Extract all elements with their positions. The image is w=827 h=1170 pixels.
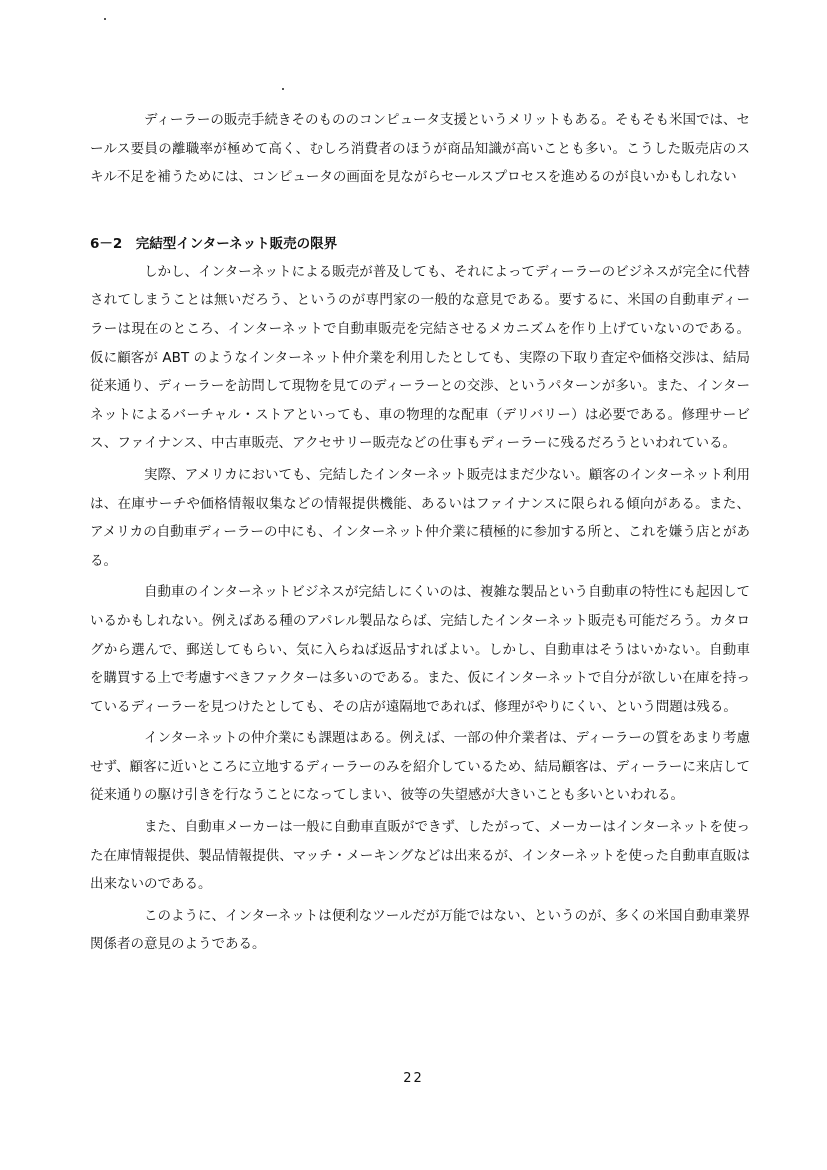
scan-speck — [104, 18, 106, 20]
body-paragraph-3: 自動車のインターネットビジネスが完結しにくいのは、複雑な製品という自動車の特性にも起因しているかもしれない。例えばある種のアパレル製品ならば、完結したインターネット販売も可能だろう。カタログから選んで、郵送してもらい、気に入らねば返品すればよい。しかし、自動車はそうはいかない。自動車を購買する上で考慮すべきファクターは多いのである。また、仮にインターネットで自分が欲しい在庫を持っているディーラーを見つけたとしても、その店が遠隔地であれば、修理がやりにくい、という問題は残る。 — [90, 584, 750, 715]
body-paragraph-2: 実際、アメリカにおいても、完結したインターネット販売はまだ少ない。顧客のインターネット利用は、在庫サーチや価格情報収集などの情報提供機能、あるいはファイナンスに限られる傾向がある。また、アメリカの自動車ディーラーの中にも、インターネット仲介業に積極的に参加する所と、これを嫌う店とがある。 — [90, 466, 750, 569]
scan-speck — [282, 88, 284, 90]
section-heading: 6－2 完結型インターネット販売の限界 — [90, 235, 338, 252]
page-body — [90, 106, 750, 962]
body-paragraph-6: このように、インターネットは便利なツールだが万能ではない、というのが、多くの米国自動車業界関係者の意見のようである。 — [90, 907, 751, 953]
body-paragraph-4: インターネットの仲介業にも課題はある。例えば、一部の仲介業者は、ディーラーの質をあまり考慮せず、顧客に近いところに立地するディーラーのみを紹介しているため、結局顧客は、ディーラーに来店して従来通りの駆け引きを行なうことになってしまい、彼等の失望感が大きいことも多いといわれる。 — [90, 730, 750, 804]
body-paragraph-5: また、自動車メーカーは一般に自動車直販ができず、したがって、メーカーはインターネットを使った在庫情報提供、製品情報提供、マッチ・メーキングなどは出来るが、インターネットを使った自動車直販は出来ないのである。 — [90, 819, 750, 893]
intro-paragraph: ディーラーの販売手続きそのもののコンピュータ支援というメリットもある。そもそも米国では、セールス要員の離職率が極めて高く、むしろ消費者のほうが商品知識が高いことも多い。こうした販売店のスキル不足を補うためには、コンピュータの画面を見ながらセールスプロセスを進めるのが良いかもしれない — [90, 112, 750, 186]
page-number: 22 — [403, 1071, 424, 1086]
body-paragraph-1: しかし、インターネットによる販売が普及しても、それによってディーラーのビジネスが完全に代替されてしまうことは無いだろう、というのが専門家の一般的な意見である。要するに、米国の自動車ディーラーは現在のところ、インターネットで自動車販売を完結させるメカニズムを作り上げていないのである。仮に顧客が ABT のようなインターネット仲介業を利用したとしても、実際の下取り査定や価格交渉は、結局従来通り、ディーラーを訪問して現物を見てのディーラーとの交渉、というパターンが多い。また、インターネットによるバーチャル・ストアといっても、車の物理的な配車（デリバリー）は必要である。修理サービス、ファイナンス、中古車販売、アクセサリー販売などの仕事もディーラーに残るだろうといわれている。 — [90, 263, 750, 452]
